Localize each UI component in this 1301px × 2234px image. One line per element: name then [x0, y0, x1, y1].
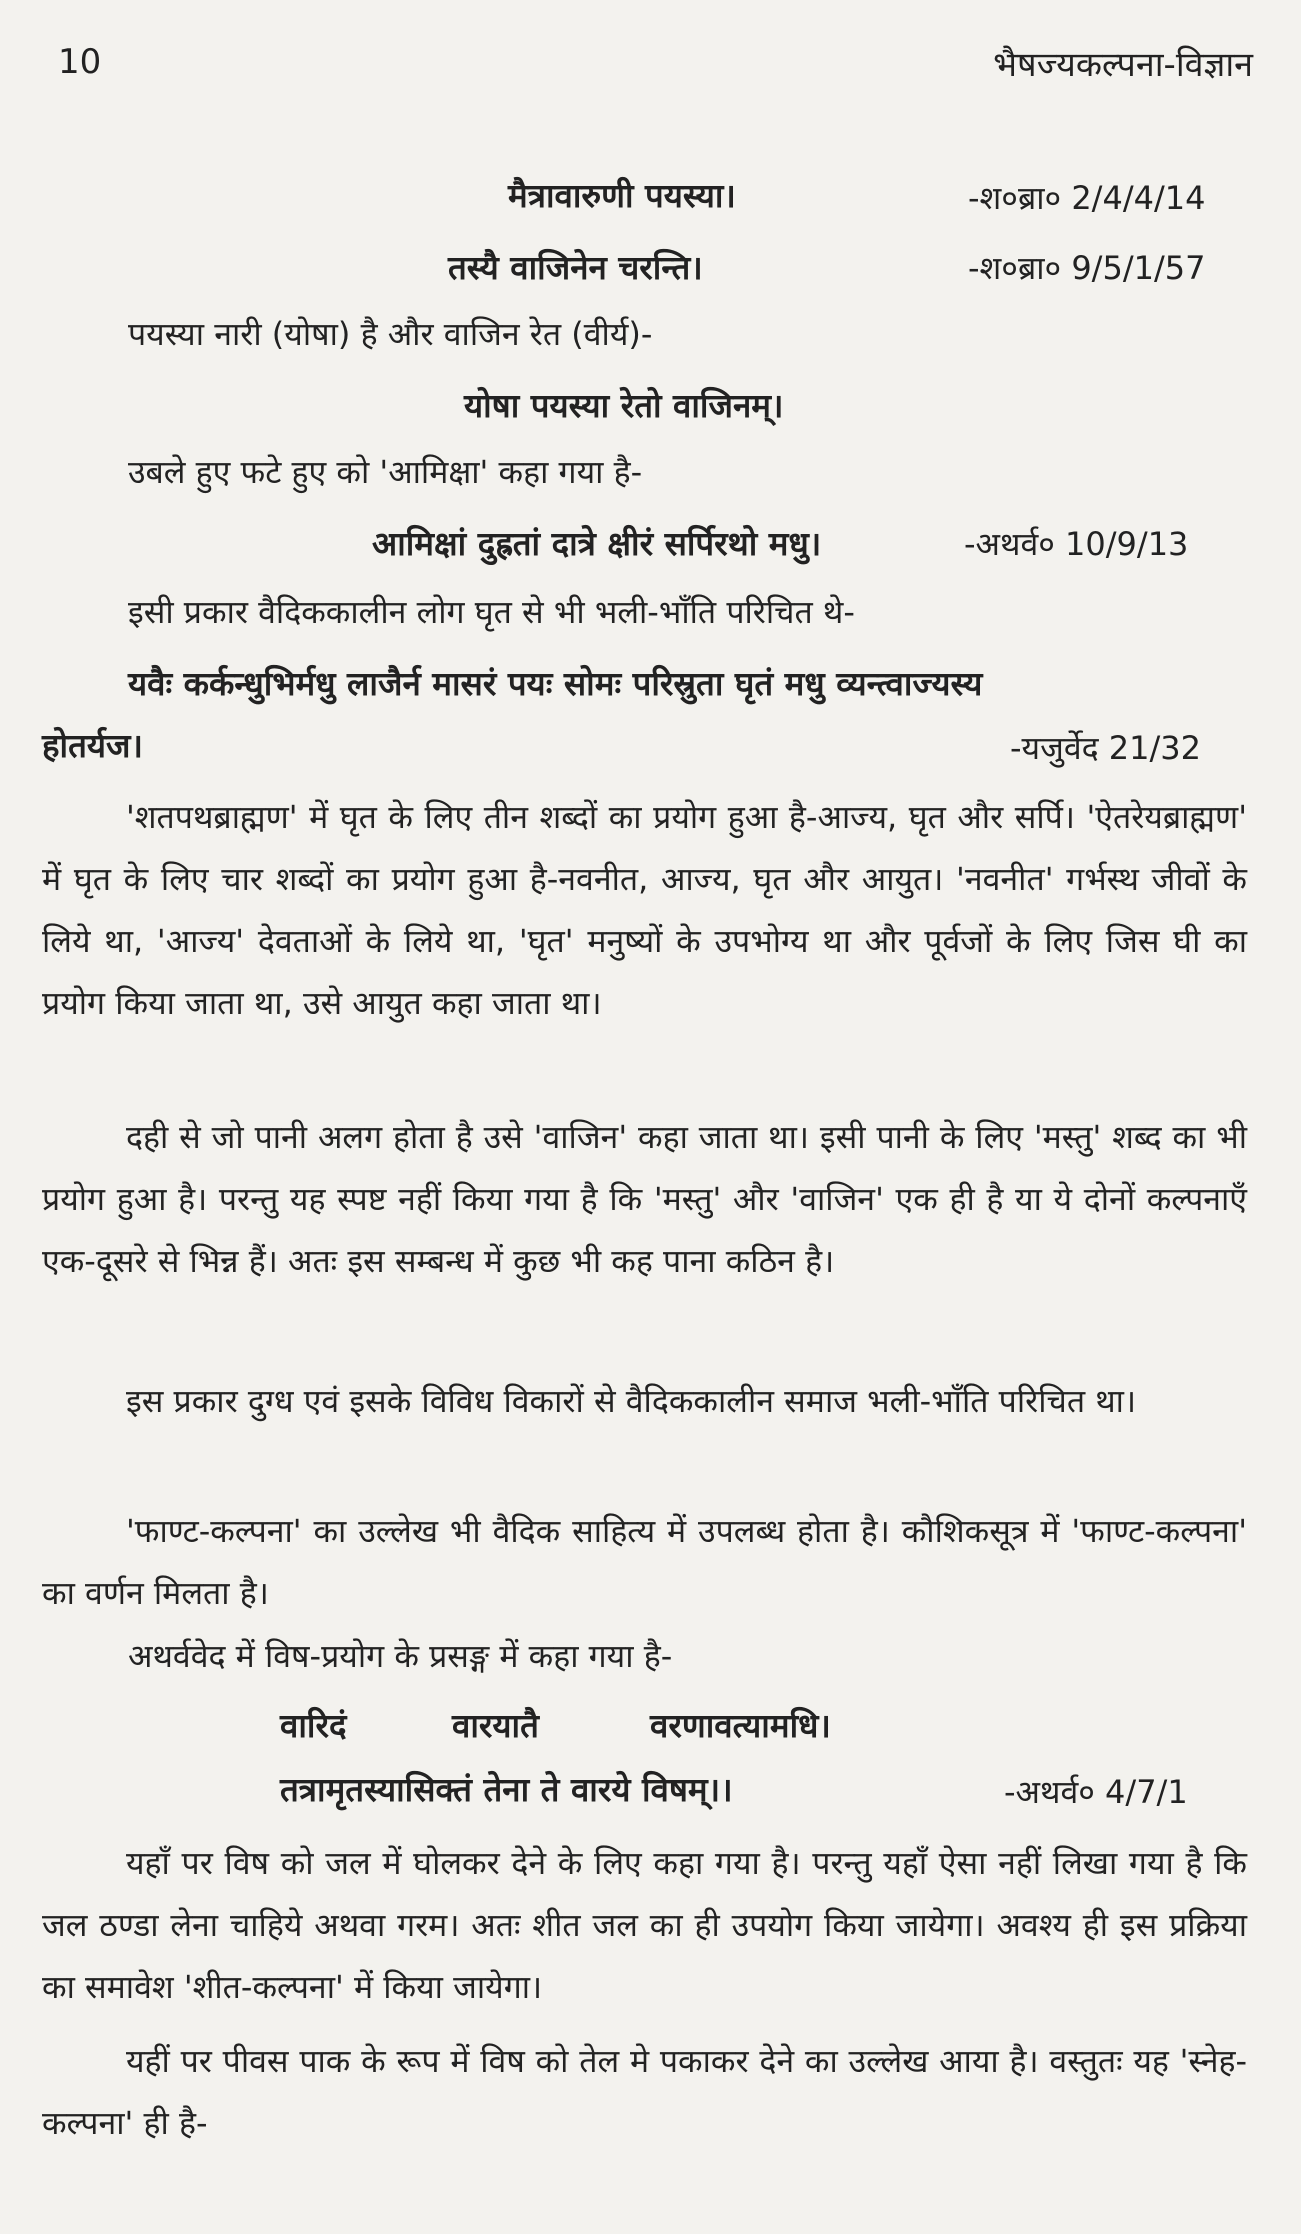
paragraph-visha-jala: यहाँ पर विष को जल में घोलकर देने के लिए कहा गया है। परन्तु यहाँ ऐसा नहीं लिखा गया है कि जल ठण्डा लेना चाहिये अथवा गरम। अतः शीत जल का ही उपयोग किया जायेगा। अवश्य ही इस प्रक्रिया का समावेश 'शीत-कल्पना' में किया जायेगा।	[42, 1844, 1247, 2006]
paragraph-dugdha: इस प्रकार दुग्ध एवं इसके विविध विकारों से वैदिककालीन समाज भली-भाँति परिचित था।	[126, 1382, 1137, 1420]
verse-word-3: वरणावत्यामधि।	[650, 1706, 831, 1745]
verse-word-1: वारिदं	[280, 1706, 347, 1745]
quote-yosha-payasya: योषा पयस्या रेतो वाजिनम्।	[464, 386, 784, 425]
quote-yavaih-line1: यवैः कर्कन्धुभिर्मधु लाजैर्न मासरं पयः सोमः परिस्रुता घृतं मधु व्यन्त्वाज्यस्य	[128, 664, 983, 703]
paragraph-sneha: यहीं पर पीवस पाक के रूप में विष को तेल मे पकाकर देने का उल्लेख आया है। वस्तुतः यह 'स्नेह-कल्पना' ही है-	[42, 2042, 1247, 2142]
text-payasya-intro: पयस्या नारी (योषा) है और वाजिन रेत (वीर्य)-	[128, 315, 653, 353]
text-visha-intro: अथर्ववेद में विष-प्रयोग के प्रसङ्ग में कहा गया है-	[128, 1637, 673, 1675]
reference-atharva-2: -अथर्व० 4/7/1	[1004, 1773, 1188, 1811]
quote-maitravaruni: मैत्रावारुणी पयस्या।	[508, 176, 736, 215]
page-number: 10	[58, 42, 102, 82]
paragraph-vajin: दही से जो पानी अलग होता है उसे 'वाजिन' कहा जाता था। इसी पानी के लिए 'मस्तु' शब्द का भी प्रयोग हुआ है। परन्तु यह स्पष्ट नहीं किया गया है कि 'मस्तु' और 'वाजिन' एक ही है या ये दोनों कल्पनाएँ एक-दूसरे से भिन्न हैं। अतः इस सम्बन्ध में कुछ भी कह पाना कठिन है।	[42, 1118, 1247, 1280]
reference-atharva-1: -अथर्व० 10/9/13	[964, 525, 1189, 563]
quote-tasyai-vajinena: तस्यै वाजिनेन चरन्ति।	[448, 248, 703, 287]
quote-amikshan: आमिक्षां दुह्रतां दात्रे क्षीरं सर्पिरथो मधु।	[372, 524, 822, 563]
reference-shatapatha-2: -श०ब्रा० 9/5/1/57	[968, 249, 1206, 287]
reference-shatapatha-1: -श०ब्रा० 2/4/4/14	[968, 179, 1206, 217]
paragraph-phant: 'फाण्ट-कल्पना' का उल्लेख भी वैदिक साहित्य में उपलब्ध होता है। कौशिकसूत्र में 'फाण्ट-कल्पना' का वर्णन मिलता है।	[42, 1512, 1247, 1612]
verse-word-2: वारयातै	[452, 1706, 539, 1745]
verse-line-2: तत्रामृतस्यासिक्तं तेना ते वारये विषम्।।	[280, 1770, 733, 1809]
running-title: भैषज्यकल्पना-विज्ञान	[993, 45, 1253, 85]
text-ghrita-intro: इसी प्रकार वैदिककालीन लोग घृत से भी भली-भाँति परिचित थे-	[128, 593, 855, 631]
text-amiksha-intro: उबले हुए फटे हुए को 'आमिक्षा' कहा गया है-	[128, 453, 643, 491]
quote-yavaih-line2: होतर्यज।	[42, 726, 144, 765]
reference-yajurveda: -यजुर्वेद 21/32	[1010, 729, 1202, 767]
paragraph-ghrita-terms: 'शतपथब्राह्मण' में घृत के लिए तीन शब्दों का प्रयोग हुआ है-आज्य, घृत और सर्पि। 'ऐतरेयब्राह्मण' में घृत के लिए चार शब्दों का प्रयोग हुआ है-नवनीत, आज्य, घृत और आयुत। 'नवनीत' गर्भस्थ जीवों के लिये था, 'आज्य' देवताओं के लिये था, 'घृत' मनुष्यों के उपभोग्य था और पूर्वजों के लिए जिस घी का प्रयोग किया जाता था, उसे आयुत कहा जाता था।	[42, 798, 1247, 1022]
